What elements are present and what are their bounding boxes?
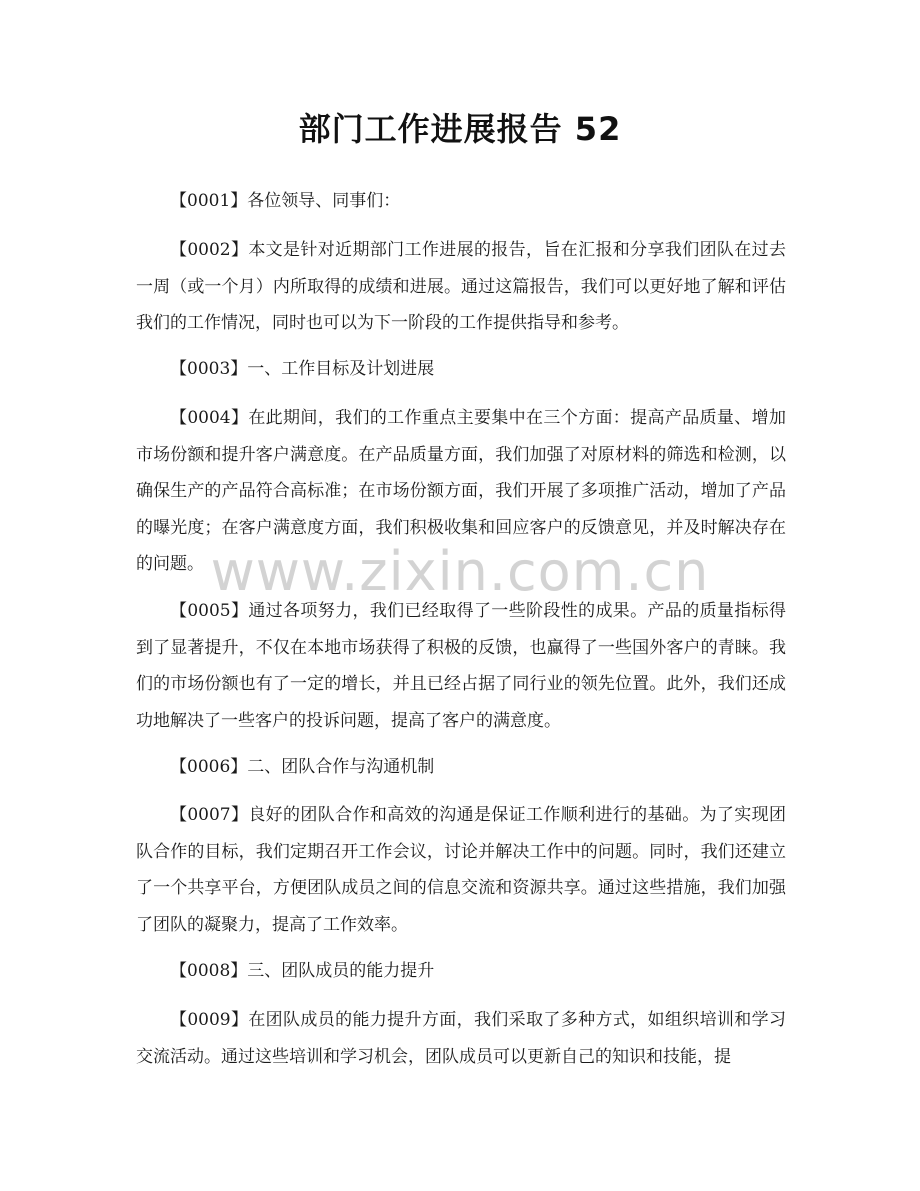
paragraph-0009: 【0009】在团队成员的能力提升方面，我们采取了多种方式，如组织培训和学习交流活动。通过这些培训和学习机会，团队成员可以更新自己的知识和技能，提 <box>136 1010 786 1067</box>
paragraph-0003: 【0003】一、工作目标及计划进展 <box>170 359 435 379</box>
paragraph-0008: 【0008】三、团队成员的能力提升 <box>170 961 435 981</box>
paragraph-0005: 【0005】通过各项努力，我们已经取得了一些阶段性的成果。产品的质量指标得到了显著提升，不仅在本地市场获得了积极的反馈，也赢得了一些国外客户的青睐。我们的市场份额也有了一定的增长，并且已经占据了同行业的领先位置。此外，我们还成功地解决了一些客户的投诉问题，提高了客户的满意度。 <box>136 601 786 731</box>
paragraph-0006: 【0006】二、团队合作与沟通机制 <box>170 757 435 777</box>
page-title: 部门工作进展报告 52 <box>298 110 622 148</box>
paragraph-0004: 【0004】在此期间，我们的工作重点主要集中在三个方面：提高产品质量、增加市场份额和提升客户满意度。在产品质量方面，我们加强了对原材料的筛选和检测，以确保生产的产品符合高标准；在市场份额方面，我们开展了多项推广活动，增加了产品的曝光度；在客户满意度方面，我们积极收集和回应客户的反馈意见，并及时解决存在的问题。 <box>136 408 786 574</box>
paragraph-0007: 【0007】良好的团队合作和高效的沟通是保证工作顺利进行的基础。为了实现团队合作的目标，我们定期召开工作会议，讨论并解决工作中的问题。同时，我们还建立了一个共享平台，方便团队成员之间的信息交流和资源共享。通过这些措施，我们加强了团队的凝聚力，提高了工作效率。 <box>136 805 786 935</box>
paragraph-0001: 【0001】各位领导、同事们： <box>170 191 401 211</box>
watermark: www.zixin.com.cn <box>210 540 710 603</box>
paragraph-0002: 【0002】本文是针对近期部门工作进展的报告，旨在汇报和分享我们团队在过去一周（或一个月）内所取得的成绩和进展。通过这篇报告，我们可以更好地了解和评估我们的工作情况，同时也可以为下一阶段的工作提供指导和参考。 <box>136 240 786 333</box>
